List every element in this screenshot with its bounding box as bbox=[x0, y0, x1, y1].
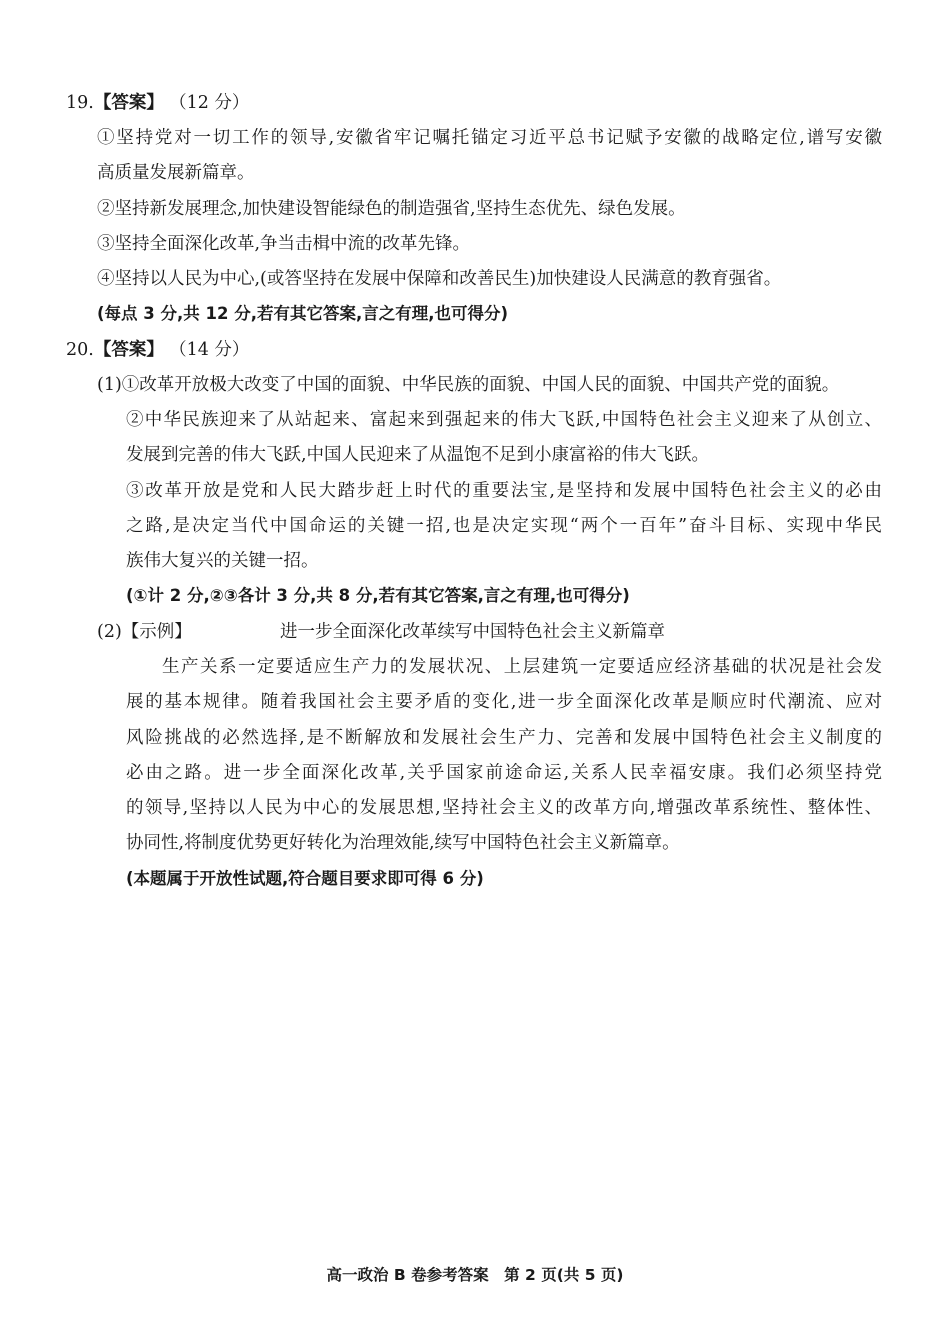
q20-heading bbox=[66, 338, 249, 362]
q20-part2-line-2: 展的基本规律。随着我国社会主要矛盾的变化,进一步全面深化改革是顺应时代潮流、应对 bbox=[126, 692, 882, 712]
q20-part1-line-1 bbox=[97, 373, 839, 397]
q20-points: （14 分） bbox=[177, 340, 250, 360]
q19-line-5: ④坚持以人民为中心,(或答坚持在发展中保障和改善民生)加快建设人民满意的教育强省。 bbox=[97, 269, 782, 289]
q20-part1-line-3: 发展到完善的伟大飞跃,中国人民迎来了从温饱不足到小康富裕的伟大飞跃。 bbox=[126, 445, 710, 465]
q20-part1-label: (1) bbox=[97, 375, 122, 395]
q20-part2-label: (2) bbox=[97, 622, 122, 642]
q19-points: （12 分） bbox=[177, 93, 250, 113]
q20-number: 20. bbox=[66, 340, 94, 360]
q20-part1-line-4: ③改革开放是党和人民大踏步赶上时代的重要法宝,是坚持和发展中国特色社会主义的必由 bbox=[126, 481, 882, 501]
page-footer: 高一政治 B 卷参考答案 第 2 页(共 5 页) bbox=[326, 1266, 624, 1284]
q20-part1-scoring-note: (①计 2 分,②③各计 3 分,共 8 分,若有其它答案,言之有理,也可得分) bbox=[126, 586, 630, 605]
q19-heading bbox=[66, 91, 249, 115]
q20-part2-scoring-note: (本题属于开放性试题,符合题目要求即可得 6 分) bbox=[126, 869, 484, 888]
q20-part2-line-5: 的领导,坚持以人民为中心的发展思想,坚持社会主义的改革方向,增强改革系统性、整体性、 bbox=[126, 798, 882, 818]
q20-part2-example-tag: 【示例】 bbox=[121, 622, 192, 642]
q19-answer-tag: 【答案】 bbox=[93, 93, 164, 113]
q20-part2-line-6: 协同性,将制度优势更好转化为治理效能,续写中国特色社会主义新篇章。 bbox=[126, 833, 680, 853]
q20-part2-line-3: 风险挑战的必然选择,是不断解放和发展社会生产力、完善和发展中国特色社会主义制度的 bbox=[126, 728, 882, 748]
q20-part2-heading bbox=[97, 620, 192, 644]
q19-line-2: 高质量发展新篇章。 bbox=[97, 163, 255, 183]
q20-part2-line-1: 生产关系一定要适应生产力的发展状况、上层建筑一定要适应经济基础的状况是社会发 bbox=[162, 657, 882, 677]
q19-line-3: ②坚持新发展理念,加快建设智能绿色的制造强省,坚持生态优先、绿色发展。 bbox=[97, 199, 686, 219]
q20-part1-line-2: ②中华民族迎来了从站起来、富起来到强起来的伟大飞跃,中国特色社会主义迎来了从创立、 bbox=[126, 410, 882, 430]
q20-part1-line-6: 族伟大复兴的关键一招。 bbox=[126, 551, 319, 571]
q20-answer-tag: 【答案】 bbox=[93, 340, 164, 360]
q20-part1-line-5: 之路,是决定当代中国命运的关键一招,也是决定实现“两个一百年”奋斗目标、实现中华民 bbox=[126, 516, 882, 536]
q20-part2-essay-title: 进一步全面深化改革续写中国特色社会主义新篇章 bbox=[280, 622, 665, 642]
q19-line-4: ③坚持全面深化改革,争当击楫中流的改革先锋。 bbox=[97, 234, 471, 254]
q19-scoring-note: (每点 3 分,共 12 分,若有其它答案,言之有理,也可得分) bbox=[97, 304, 509, 323]
q20-part1-text-1: ①改革开放极大改变了中国的面貌、中华民族的面貌、中国人民的面貌、中国共产党的面貌。 bbox=[121, 375, 840, 395]
q19-line-1: ①坚持党对一切工作的领导,安徽省牢记嘱托锚定习近平总书记赋予安徽的战略定位,谱写安徽 bbox=[97, 128, 882, 148]
q19-number: 19. bbox=[66, 93, 94, 113]
q20-part2-line-4: 必由之路。进一步全面深化改革,关乎国家前途命运,关系人民幸福安康。我们必须坚持党 bbox=[126, 763, 882, 783]
